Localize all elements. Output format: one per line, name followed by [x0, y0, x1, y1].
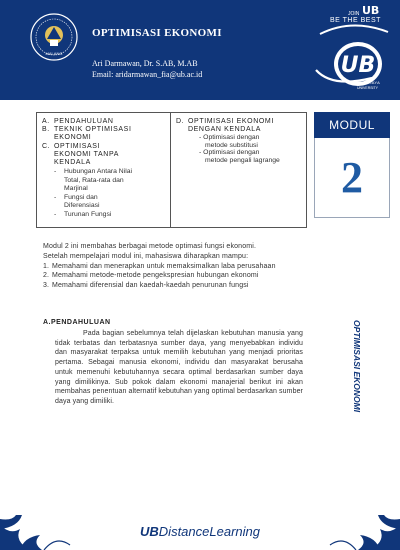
- toc-subitem: - Fungsi dan: [54, 193, 98, 201]
- objective-item: 3. Memahami diferensial dan kaedah-kaedah penurunan fungsi: [43, 282, 249, 290]
- brand-ub-text: UB: [362, 4, 380, 17]
- toc-subitem-cont: Diferensiasi: [64, 202, 100, 210]
- toc-subitem-cont: metode substitusi: [205, 141, 258, 149]
- author-name: Ari Darmawan, Dr. S.AB, M.AB: [92, 59, 198, 68]
- toc-item: DENGAN KENDALA: [188, 126, 261, 134]
- intro-text: [43, 242, 303, 291]
- toc-item: KENDALA: [54, 159, 91, 167]
- brand-university: UNIVERSITY: [357, 86, 379, 90]
- toc-item: EKONOMI: [54, 134, 92, 142]
- toc-subitem-cont: metode pengali lagrange: [205, 156, 280, 164]
- footer-brand-bold: UB: [140, 524, 159, 539]
- toc-subitem: - Hubungan Antara Nilai: [54, 168, 133, 176]
- brand-brawijaya: BRAWIJAYA: [355, 80, 381, 85]
- contents-right-column: [176, 118, 304, 164]
- toc-subitem: - Turunan Fungsi: [54, 210, 112, 218]
- toc-item: B. TEKNIK OPTIMISASI: [42, 126, 132, 134]
- objective-item: 2. Memahami metode-metode pengekspresian hubungan ekonomi: [43, 272, 259, 280]
- toc-item: C. OPTIMISASI: [42, 142, 101, 150]
- brand-join-text: JOIN: [348, 11, 360, 17]
- section-body: Pada bagian sebelumnya telah dijelaskan kebutuhan manusia yang tidak terbatas dan terbatasnya sumber daya, yang menyebabkan individu dan masyarakat terpaksa untuk memilih kebutuhan yang menjadi prioritas pertama. Sebagai manusia ekonomi, individu dan masyarakat berusaha untuk memenuhi kebutuhannya secara optimal berdasarkan sumber daya yang dimilikinya. Sub pokok dalam ekonomi manajerial berikut ini akan membahas penentuan alternatif kebutuhan yang optimal berdasarkan sumber daya yang dimiliki.: [55, 330, 303, 405]
- intro-paragraph: Modul 2 ini membahas berbagai metode optimasi fungsi ekonomi.: [43, 243, 257, 250]
- modul-number: 2: [314, 138, 390, 218]
- author-email: Email: aridarmawan_fia@ub.ac.id: [92, 70, 203, 79]
- side-title-text: OPTIMISASI EKONOMI: [352, 320, 362, 413]
- side-vertical-title: [348, 320, 362, 480]
- toc-subitem: - Optimisasi dengan: [199, 134, 260, 142]
- toc-subitem-cont: Total, Rata-rata dan: [64, 176, 124, 184]
- footer-brand: [0, 524, 400, 539]
- brand-big-ub: UB: [340, 53, 376, 78]
- toc-subitem: - Optimisasi dengan: [199, 149, 260, 157]
- section-heading: A.PENDAHULUAN: [43, 319, 111, 326]
- toc-item: EKONOMI TANPA: [54, 150, 119, 158]
- contents-left-column: [42, 118, 168, 218]
- brand-tagline: BE THE BEST: [330, 17, 381, 24]
- modul-label: MODUL: [314, 112, 390, 138]
- intro-paragraph: Setelah mempelajari modul ini, mahasiswa diharapkan mampu:: [43, 252, 249, 260]
- document-title: OPTIMISASI EKONOMI: [92, 27, 222, 39]
- footer-brand-rest: DistanceLearning: [158, 524, 260, 539]
- logo-text: MALANG: [45, 51, 63, 56]
- toc-item: D. OPTIMISASI EKONOMI: [176, 118, 274, 125]
- objective-item: 1. Memahami dan menerapkan untuk memaksimalkan laba perusahaan: [43, 262, 276, 270]
- toc-item: A. PENDAHULUAN: [42, 118, 114, 125]
- contents-box: [36, 112, 307, 228]
- contents-divider: [170, 113, 171, 227]
- toc-subitem-cont: Marjinal: [64, 185, 88, 193]
- university-crest-logo: [30, 13, 78, 61]
